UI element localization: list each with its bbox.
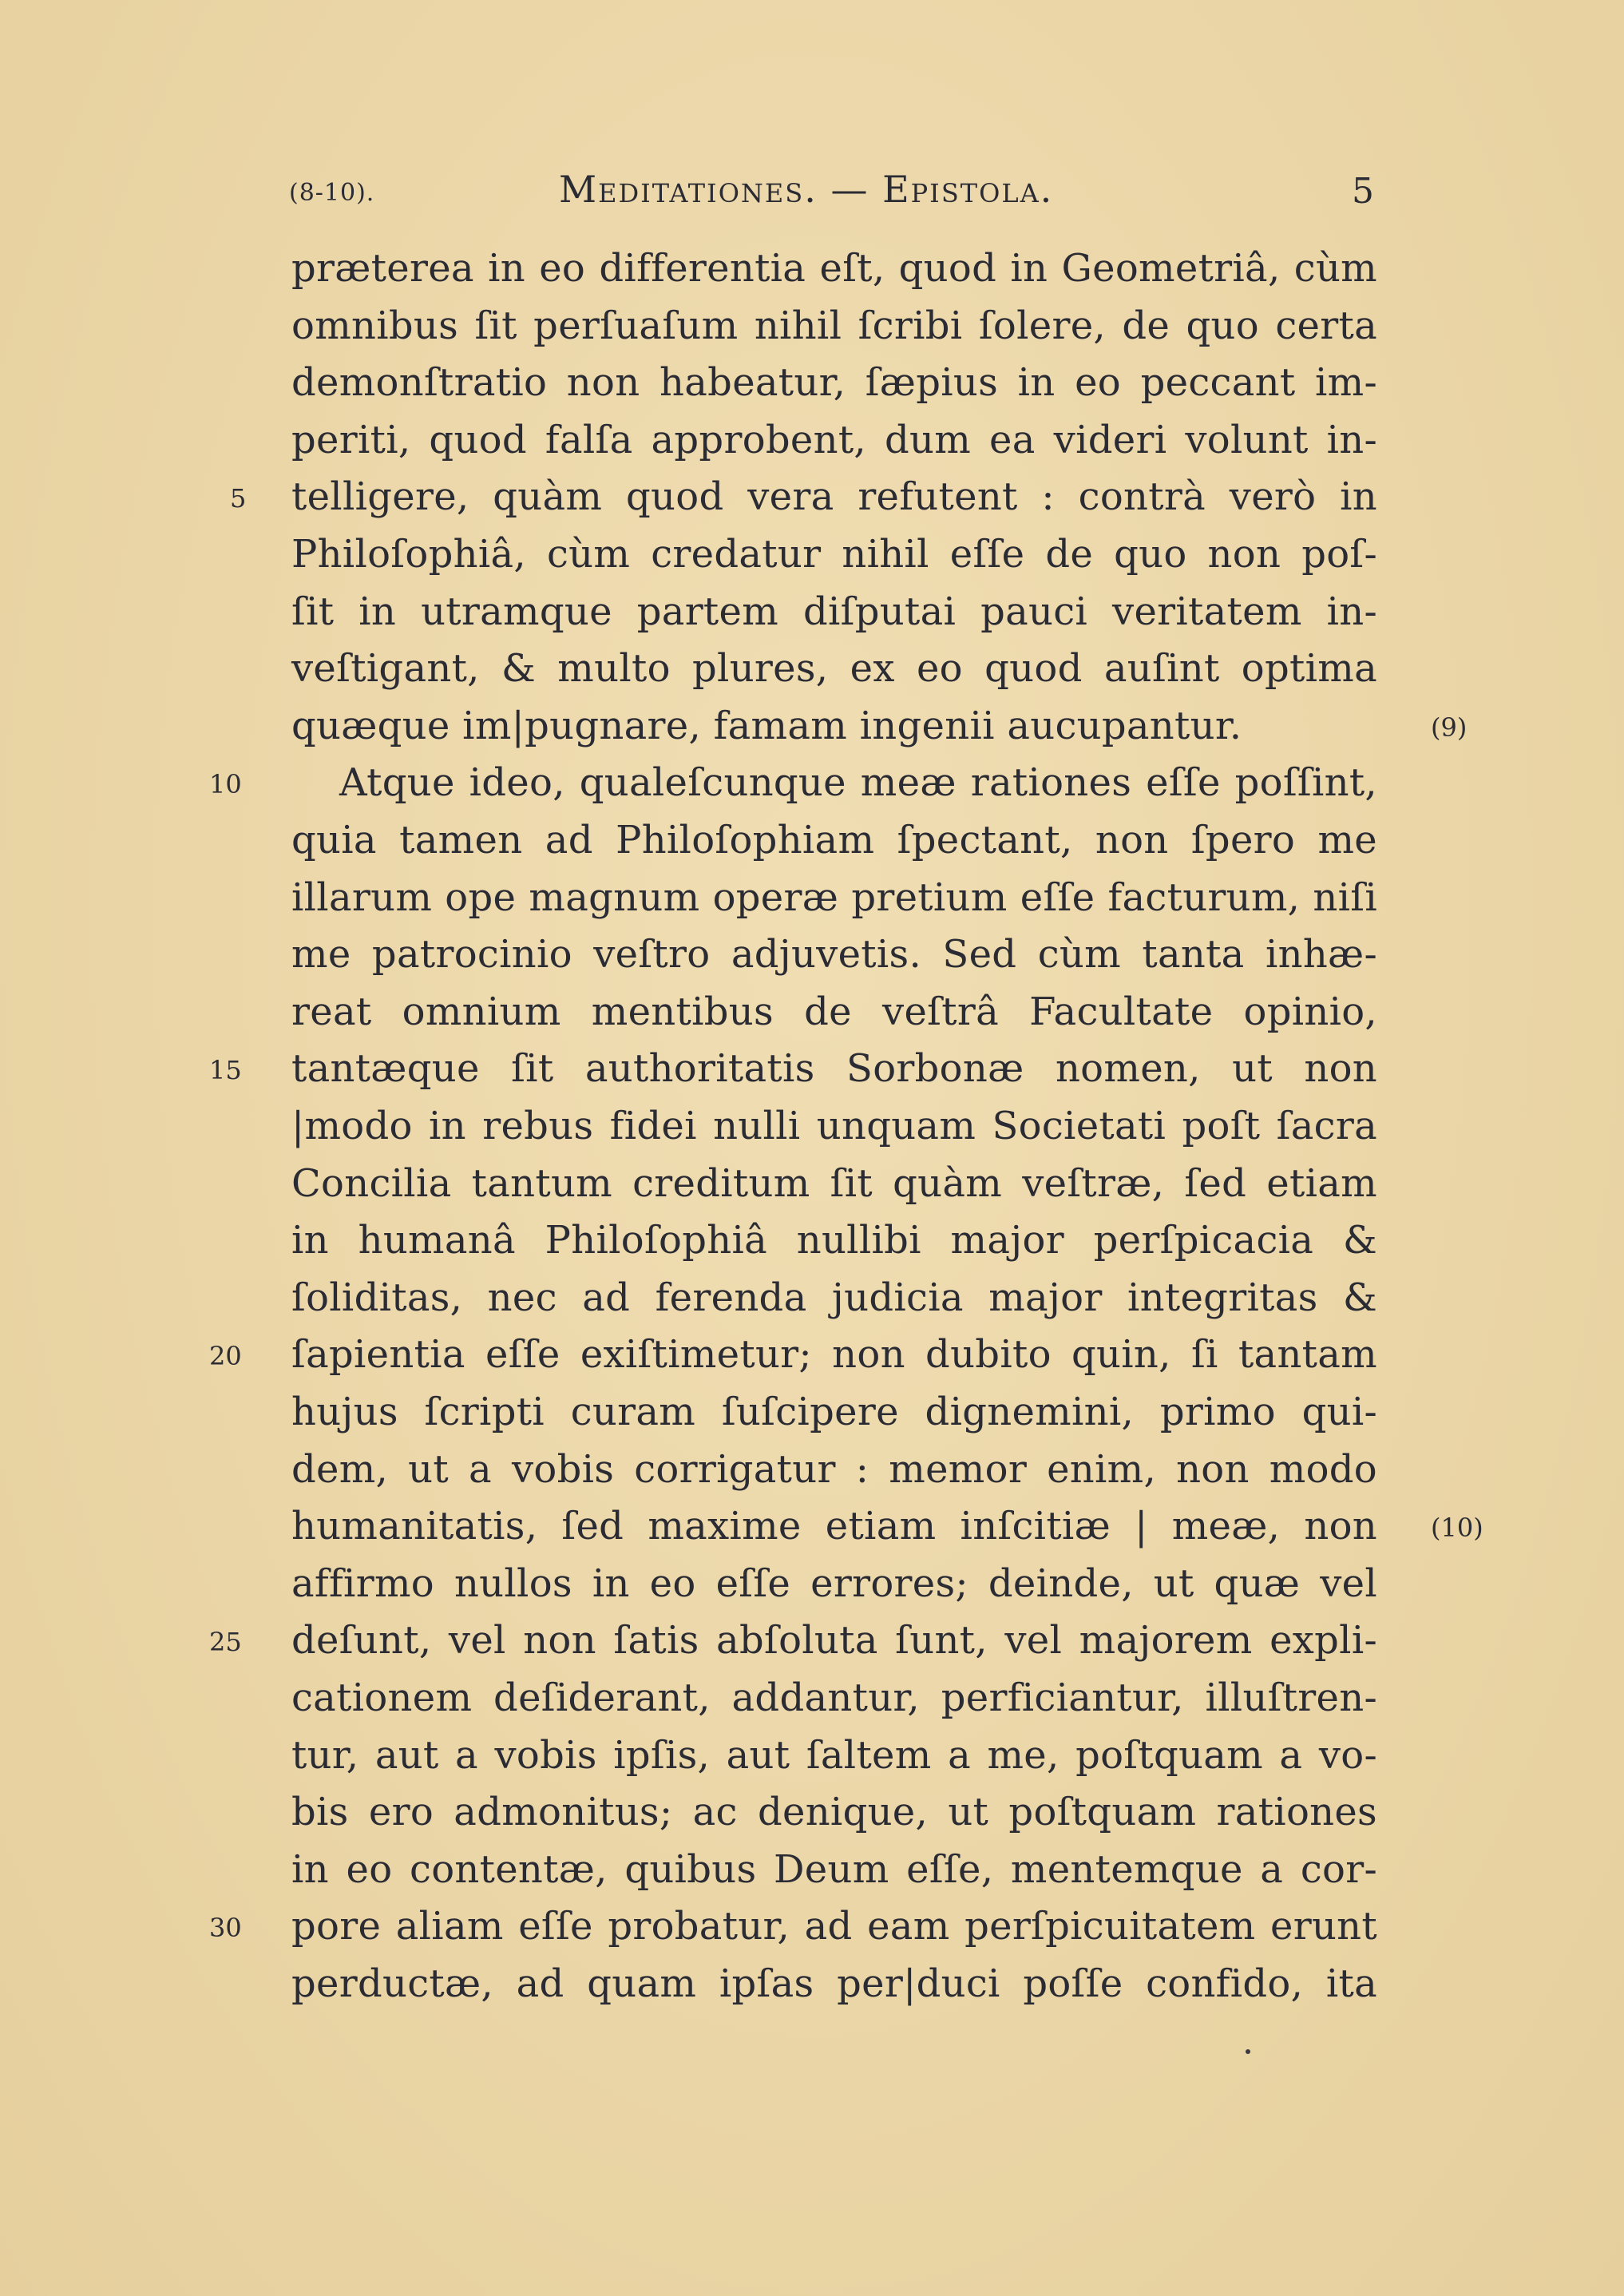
text-line: humanitatis, ſed maxime etiam inſcitiæ | meæ, non	[291, 1504, 1377, 1549]
line-number: 20	[209, 1341, 242, 1372]
text-line: ſapientia eſſe exiſtimetur; non dubito quin, ſi tantam	[291, 1332, 1377, 1378]
text-line: reat omnium mentibus de veſtrâ Facultate opinio,	[291, 989, 1377, 1034]
text-line: deſunt, vel non ſatis abſoluta ſunt, vel majorem expli-	[291, 1618, 1377, 1664]
text-line: illarum ope magnum operæ pretium eſſe facturum, niſi	[291, 874, 1377, 920]
line-number: 25	[209, 1627, 242, 1658]
text-line: Concilia tantum creditum ſit quàm veſtræ, ſed etiam	[291, 1160, 1377, 1206]
text-line: |modo in rebus fidei nulli unquam Societati poſt ſacra	[291, 1104, 1377, 1148]
text-line: pore aliam eſſe probatur, ad eam perſpicuitatem erunt	[291, 1904, 1377, 1949]
text-line: demonſtratio non habeatur, ſæpius in eo peccant im-	[291, 360, 1377, 406]
text-line: omnibus ſit perſuaſum nihil ſcribi ſolere, de quo certa	[291, 303, 1377, 348]
text-line: periti, quod falſa approbent, dum ea videri volunt in-	[291, 417, 1377, 462]
text-line: Philoſophiâ, cùm credatur nihil eſſe de quo non poſ-	[291, 532, 1377, 577]
text-line: præterea in eo differentia eſt, quod in Geometriâ, cùm	[291, 246, 1377, 291]
text-line: in humanâ Philoſophiâ nullibi major perſpicacia &	[291, 1218, 1377, 1263]
text-line: ſoliditas, nec ad ferenda judicia major integritas &	[291, 1275, 1377, 1320]
text-line: affirmo nullos in eo eſſe errores; deinde, ut quæ vel	[291, 1560, 1377, 1606]
line-number: 5	[230, 483, 247, 514]
text-line: quia tamen ad Philoſophiam ſpectant, non ſpero me	[291, 818, 1377, 862]
line-number: 30	[209, 1913, 242, 1944]
text-line: tur, aut a vobis ipſis, aut ſaltem a me, poſtquam a vo-	[291, 1732, 1377, 1778]
text-line: tantæque ſit authoritatis Sorbonæ nomen, ut non	[291, 1046, 1377, 1092]
text-line: in eo contentæ, quibus Deum eſſe, mentemque a cor-	[291, 1846, 1377, 1892]
text-line: Atque ideo, qualeſcunque meæ rationes eſſe poſſint,	[339, 760, 1377, 806]
edition-page-reference: (9)	[1431, 712, 1468, 743]
text-line: ſit in utramque partem diſputai pauci veritatem in-	[291, 589, 1377, 634]
text-line: perductæ, ad quam ipſas per|duci poſſe confido, ita	[291, 1961, 1377, 2006]
running-head	[0, 168, 1624, 216]
text-line: hujus ſcripti curam ſuſcipere dignemini, primo qui-	[291, 1390, 1377, 1434]
line-number: 15	[209, 1055, 242, 1086]
text-line: veſtigant, & multo plures, ex eo quod auſint optima	[291, 646, 1377, 692]
text-line: bis ero admonitus; ac denique, ut poſtquam rationes	[291, 1790, 1377, 1835]
line-number: 10	[209, 769, 242, 800]
text-line: telligere, quàm quod vera refutent : contrà verò in	[291, 474, 1377, 520]
page-number: 5	[1352, 171, 1374, 212]
text-line: cationem deſiderant, addantur, perficiantur, illuſtren-	[291, 1675, 1377, 1720]
text-line: me patrocinio veſtro adjuvetis. Sed cùm tanta inhæ-	[291, 932, 1377, 977]
print-speck	[1246, 2049, 1250, 2054]
edition-page-reference: (10)	[1431, 1513, 1483, 1544]
text-line: quæque im|pugnare, famam ingenii aucupantur.	[291, 703, 1242, 748]
text-line: dem, ut a vobis corrigatur : memor enim, non modo	[291, 1446, 1377, 1492]
running-title: Meditationes. — Epistola.	[559, 168, 1054, 211]
section-reference: (8-10).	[289, 179, 375, 207]
